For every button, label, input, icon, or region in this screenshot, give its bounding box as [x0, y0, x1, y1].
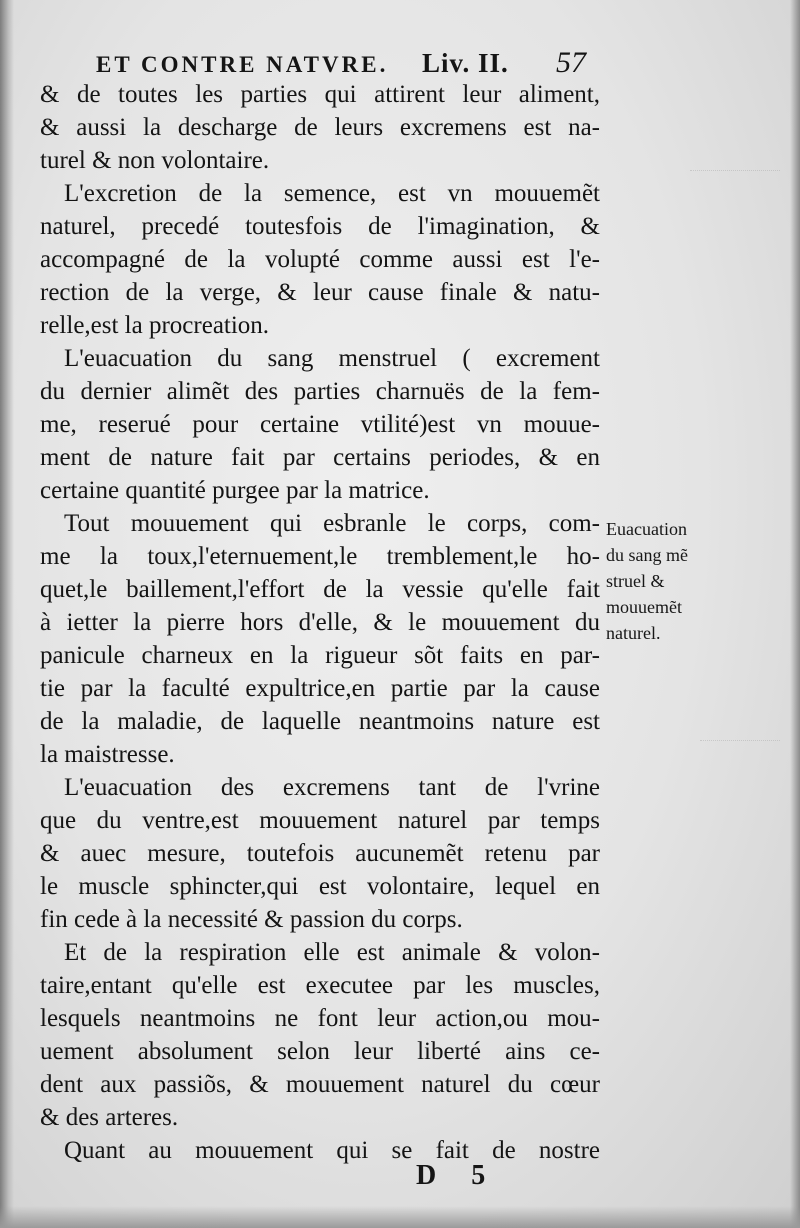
text-line: turel & non volontaire. — [40, 147, 270, 174]
text-line: à ietter la pierre hors d'elle, & le mouuement du — [40, 609, 600, 636]
text-line: & de toutes les parties qui attirent leur aliment, — [40, 81, 600, 108]
text-line: naturel, precedé toutesfois de l'imagination, & — [40, 213, 600, 240]
text-line: me, reserué pour certaine vtilité)est vn mouue- — [40, 411, 600, 438]
text-line: Quant au mouuement qui se fait de nostre — [64, 1137, 600, 1164]
text-line: tie par la faculté expultrice,en partie par la cause — [40, 675, 600, 702]
text-line: fin cede à la necessité & passion du corps. — [40, 906, 463, 933]
text-line: quet,le baillement,l'effort de la vessie qu'elle fait — [40, 576, 600, 603]
body-text — [40, 78, 600, 1167]
text-line: relle,est la procreation. — [40, 312, 270, 339]
text-line: la maistresse. — [40, 741, 175, 768]
text-line: dent aux passiõs, & mouuement naturel du cœur — [40, 1071, 600, 1098]
text-line: & auec mesure, toutefois aucunemẽt retenu par — [40, 840, 600, 867]
signature-mark: D 5 — [416, 1160, 500, 1191]
marginal-note-line: mouuemẽt — [606, 597, 682, 617]
text-line: le muscle sphincter,qui est volontaire, lequel en — [40, 873, 600, 900]
running-head-title: ET CONTRE NATVRE. — [96, 52, 389, 77]
page-edge-right — [790, 0, 800, 1228]
marginal-note-line: struel & — [606, 571, 665, 591]
page-number: 57 — [556, 46, 586, 79]
text-line: accompagné de la volupté comme aussi est l'e- — [40, 246, 600, 273]
text-line: lesquels neantmoins ne font leur action,ou mou- — [40, 1005, 600, 1032]
page-edge-bottom — [0, 1206, 800, 1228]
text-line: L'euacuation du sang menstruel ( excrement — [64, 345, 600, 372]
text-line: de la maladie, de laquelle neantmoins nature est — [40, 708, 600, 735]
text-line: Et de la respiration elle est animale & volon- — [64, 939, 600, 966]
text-line: panicule charneux en la rigueur sõt faits en par- — [40, 642, 600, 669]
show-through-bleed — [690, 170, 780, 231]
text-line: me la toux,l'eternuement,le tremblement,le ho- — [40, 543, 600, 570]
text-line: que du ventre,est mouuement naturel par temps — [40, 807, 600, 834]
text-line: L'euacuation des excremens tant de l'vrine — [64, 774, 600, 801]
text-line: & des arteres. — [40, 1104, 179, 1131]
marginal-note — [606, 516, 746, 646]
marginal-note-line: Euacuation — [606, 519, 687, 539]
text-line: & aussi la descharge de leurs excremens est na- — [40, 114, 600, 141]
text-line: ment de nature fait par certains periodes, & en — [40, 444, 600, 471]
text-line: taire,entant qu'elle est executee par les muscles, — [40, 972, 600, 999]
text-line: L'excretion de la semence, est vn mouuemẽt — [64, 180, 600, 207]
text-line: uement absolument selon leur liberté ains ce- — [40, 1038, 600, 1065]
running-head-book: Liv. II. — [422, 48, 509, 78]
text-line: Tout mouuement qui esbranle le corps, com- — [64, 510, 600, 537]
text-line: certaine quantité purgee par la matrice. — [40, 477, 430, 504]
marginal-note-line: naturel. — [606, 623, 661, 643]
page-edge-left — [0, 0, 14, 1228]
text-line: du dernier alimẽt des parties charnuës de la fem- — [40, 378, 600, 405]
marginal-note-line: du sang mẽ — [606, 545, 688, 565]
text-line: rection de la verge, & leur cause finale & natu- — [40, 279, 600, 306]
show-through-bleed — [700, 740, 780, 781]
